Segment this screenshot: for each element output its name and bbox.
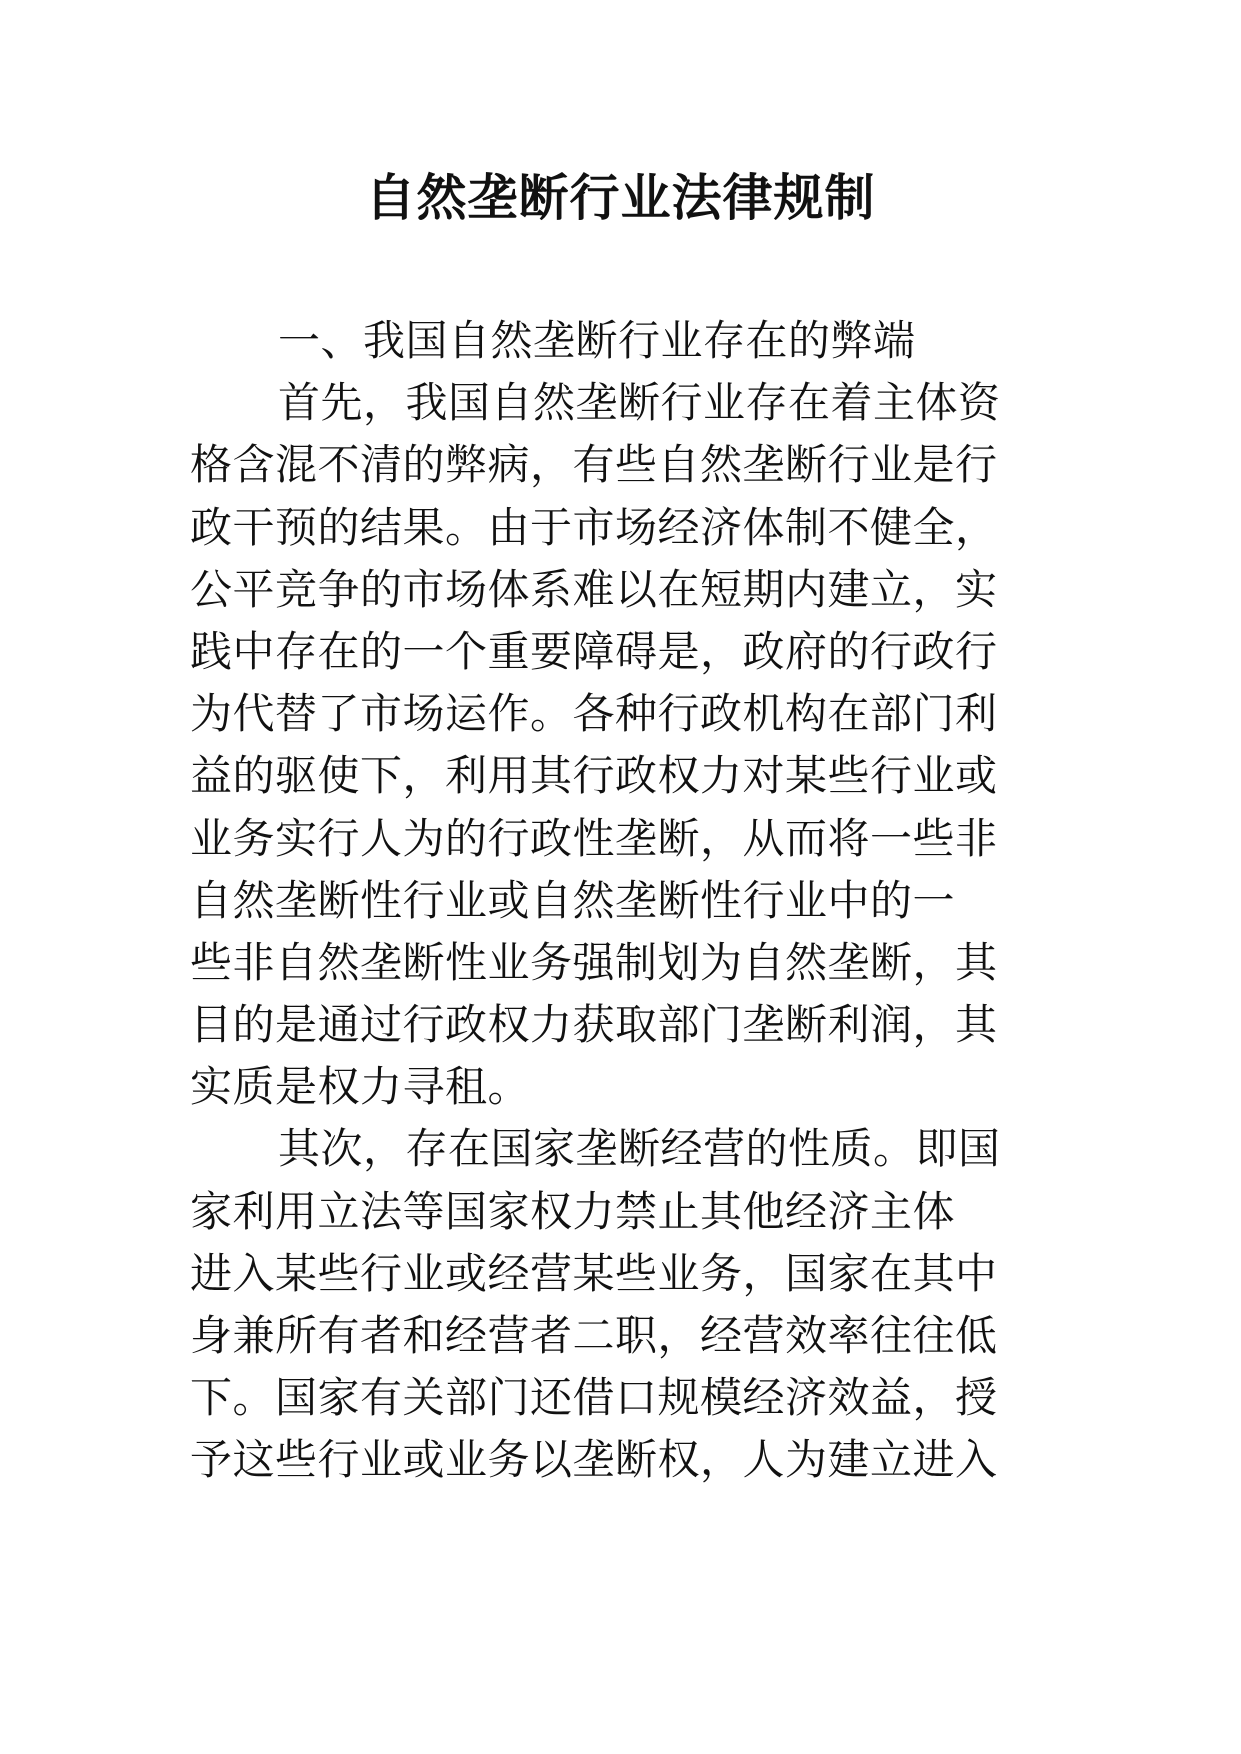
paragraph-line: 下。国家有关部门还借口规模经济效益，授 [190, 1373, 998, 1423]
paragraph-1 [190, 372, 1070, 1118]
paragraph-line: 业务实行人为的行政性垄断，从而将一些非 [190, 813, 998, 863]
paragraph-line: 目的是通过行政权力获取部门垄断利润，其 [190, 1000, 998, 1050]
paragraph-line: 政干预的结果。由于市场经济体制不健全， [190, 502, 998, 552]
section-heading: 一、我国自然垄断行业存在的弊端 [278, 316, 916, 365]
document-title: 自然垄断行业法律规制 [365, 169, 876, 227]
paragraph-line: 予这些行业或业务以垄断权，人为建立进入 [190, 1435, 998, 1485]
paragraph-line: 自然垄断性行业或自然垄断性行业中的一 [190, 875, 956, 925]
paragraph-line: 践中存在的一个重要障碍是，政府的行政行 [190, 626, 998, 676]
paragraph-line: 身兼所有者和经营者二职，经营效率往往低 [190, 1311, 998, 1360]
paragraph-line: 益的驱使下，利用其行政权力对某些行业或 [190, 751, 998, 801]
paragraph-line: 为代替了市场运作。各种行政机构在部门利 [190, 689, 998, 739]
paragraph-2 [190, 1118, 1070, 1491]
paragraph-line: 格含混不清的弊病，有些自然垄断行业是行 [190, 440, 998, 490]
paragraph-line: 些非自然垄断性业务强制划为自然垄断，其 [190, 937, 998, 987]
paragraph-line: 家利用立法等国家权力禁止其他经济主体 [190, 1186, 956, 1236]
paragraph-line: 其次，存在国家垄断经营的性质。即国 [278, 1124, 1001, 1174]
document-body [190, 310, 1070, 1492]
paragraph-line: 公平竞争的市场体系难以在短期内建立，实 [190, 564, 998, 614]
paragraph-line: 实质是权力寻租。 [190, 1062, 531, 1112]
paragraph-line: 首先，我国自然垄断行业存在着主体资 [278, 378, 1001, 428]
paragraph-line: 进入某些行业或经营某些业务，国家在其中 [190, 1248, 998, 1298]
